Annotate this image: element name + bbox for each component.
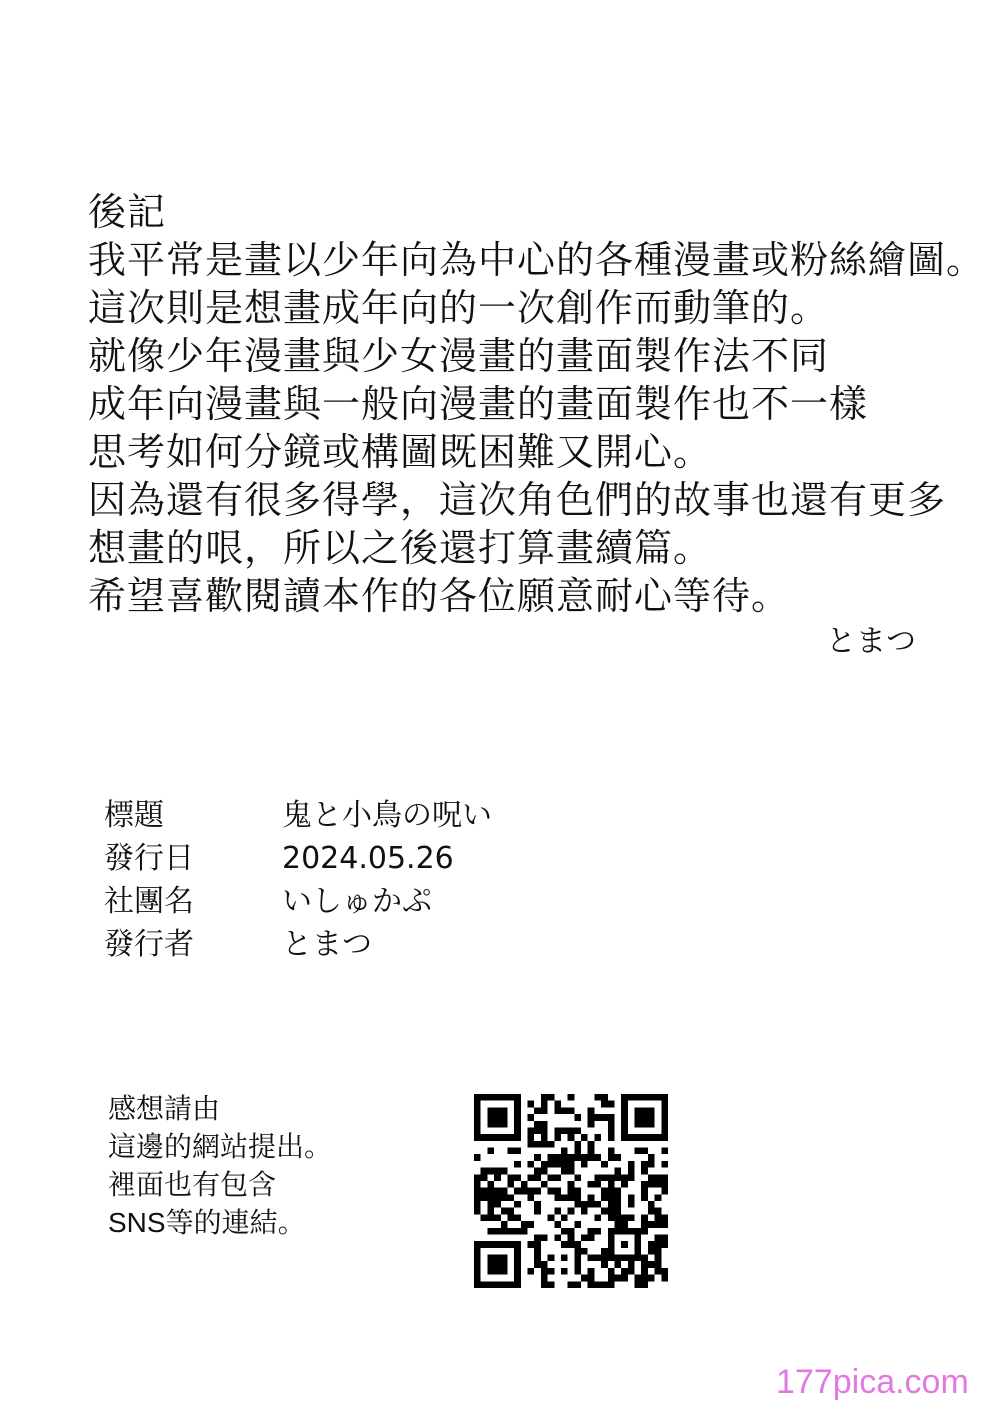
afterword-line: 成年向漫畫與一般向漫畫的畫面製作也不一樣 <box>88 382 869 426</box>
colophon-value: いしゅかぷ <box>282 884 432 919</box>
feedback-line: SNS等的連結。 <box>108 1207 306 1238</box>
author-signature: とまつ <box>826 624 916 659</box>
afterword-line: 就像少年漫畫與少女漫畫的畫面製作法不同 <box>88 334 830 378</box>
colophon-row-circle <box>104 882 604 925</box>
afterword-line: 希望喜歡閱讀本作的各位願意耐心等待。 <box>88 574 791 618</box>
feedback-line: 感想請由 <box>108 1093 221 1124</box>
colophon-row-title <box>104 796 604 839</box>
colophon-value: とまつ <box>282 927 372 962</box>
watermark: 177pica.com <box>776 1363 969 1401</box>
afterword-line: 我平常是畫以少年向為中心的各種漫畫或粉絲繪圖。 <box>88 238 986 282</box>
colophon-label: 發行者 <box>104 927 194 962</box>
feedback-line: 這邊的網站提出。 <box>108 1131 333 1162</box>
colophon-value: 2024.05.26 <box>282 841 454 876</box>
afterword-title: 後記 <box>88 190 167 234</box>
afterword-line: 思考如何分鏡或構圖既困難又開心。 <box>88 430 713 474</box>
qr-code-icon[interactable] <box>474 1094 668 1288</box>
afterword-line: 因為還有很多得學，這次角色們的故事也還有更多 <box>88 478 947 522</box>
colophon-value: 鬼と小鳥の呪い <box>282 798 492 833</box>
feedback-note <box>108 1090 332 1242</box>
afterword-line: 這次則是想畫成年向的一次創作而動筆的。 <box>88 286 830 330</box>
colophon-row-date <box>104 839 604 882</box>
feedback-line: 裡面也有包含 <box>108 1169 277 1200</box>
colophon-label: 發行日 <box>104 841 194 876</box>
colophon-label: 社團名 <box>104 884 194 919</box>
colophon-row-publisher <box>104 925 604 968</box>
afterword-line: 想畫的哏，所以之後還打算畫續篇。 <box>88 526 713 570</box>
colophon-label: 標題 <box>104 798 164 833</box>
afterword-section <box>88 188 986 620</box>
colophon <box>104 796 604 968</box>
